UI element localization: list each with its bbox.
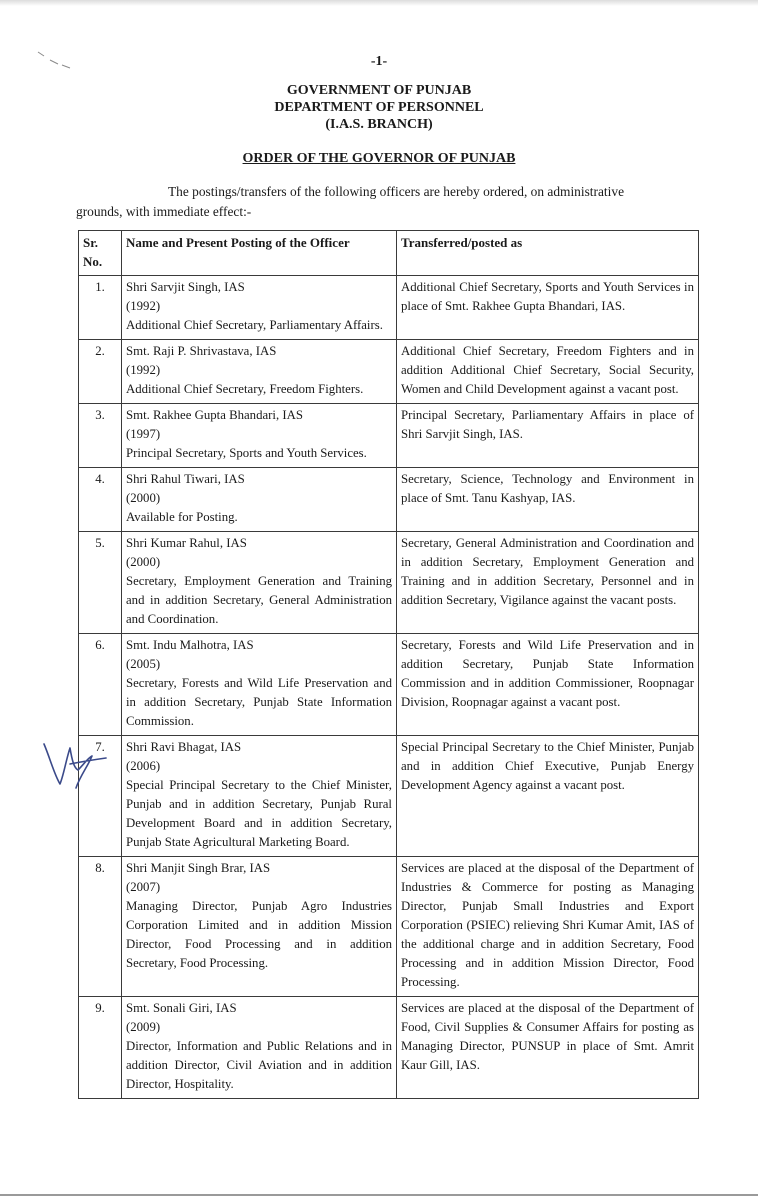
officer-batch: (2000) xyxy=(126,555,161,569)
posted-as-text: Services are placed at the disposal of the Department of Food, Civil Supplies & Consumer Affairs for posting as Managing Director, PUNSUP in place of Smt. Amrit Kaur Gill, IAS. xyxy=(401,1001,694,1072)
row-sr: 8. xyxy=(79,857,122,997)
row-posted-as xyxy=(397,340,699,404)
officer-name: Smt. Sonali Giri, IAS xyxy=(126,1001,237,1015)
officer-name: Shri Manjit Singh Brar, IAS xyxy=(126,861,271,875)
officer-batch: (2000) xyxy=(126,491,161,505)
row-sr: 6. xyxy=(79,634,122,736)
posted-as-text: Secretary, Science, Technology and Environment in place of Smt. Tanu Kashyap, IAS. xyxy=(401,472,694,505)
table-row xyxy=(79,532,699,634)
row-posted-as xyxy=(397,857,699,997)
row-posted-as xyxy=(397,997,699,1099)
row-sr: 3. xyxy=(79,404,122,468)
row-officer xyxy=(122,857,397,997)
table-row xyxy=(79,997,699,1099)
row-officer xyxy=(122,340,397,404)
postings-table xyxy=(78,230,699,1099)
officer-present-posting: Director, Information and Public Relations and in addition Director, Civil Aviation and in addition Director, Hospitality. xyxy=(126,1039,392,1091)
officer-name: Smt. Rakhee Gupta Bhandari, IAS xyxy=(126,408,303,422)
table-header-row xyxy=(79,231,699,276)
table-row xyxy=(79,634,699,736)
header-department: DEPARTMENT OF PERSONNEL xyxy=(274,100,484,115)
row-officer xyxy=(122,276,397,340)
officer-name: Shri Sarvjit Singh, IAS xyxy=(126,280,245,294)
row-sr: 4. xyxy=(79,468,122,532)
row-posted-as xyxy=(397,404,699,468)
officer-present-posting: Special Principal Secretary to the Chief Minister, Punjab and in addition Secretary, Punjab Rural Development Board and in addition Secretary, Punjab State Agricultural Marketing Board. xyxy=(126,778,392,849)
officer-present-posting: Secretary, Forests and Wild Life Preservation and in addition Secretary, Punjab State Information Commission. xyxy=(126,676,392,728)
officer-present-posting: Secretary, Employment Generation and Training and in addition Secretary, General Administration and Coordination. xyxy=(126,574,392,626)
row-officer xyxy=(122,468,397,532)
row-sr: 7. xyxy=(79,736,122,857)
intro-line-2: grounds, with immediate effect:- xyxy=(76,204,252,219)
header-branch: (I.A.S. BRANCH) xyxy=(325,117,433,132)
table-row xyxy=(79,468,699,532)
document-header xyxy=(0,82,758,133)
officer-present-posting: Available for Posting. xyxy=(126,510,238,524)
officer-present-posting: Additional Chief Secretary, Freedom Fighters. xyxy=(126,382,364,396)
row-posted-as xyxy=(397,468,699,532)
officer-name: Shri Rahul Tiwari, IAS xyxy=(126,472,245,486)
row-officer xyxy=(122,997,397,1099)
table-row xyxy=(79,857,699,997)
officer-name: Shri Ravi Bhagat, IAS xyxy=(126,740,242,754)
posted-as-text: Services are placed at the disposal of the Department of Industries & Commerce for posting as Managing Director, Punjab Small Industries and Export Corporation (PSIEC) relieving Shri Kumar Amit, IAS of the additional charge and in addition Secretary, Food Processing and in addition Mission Director, Food Processing. xyxy=(401,861,694,989)
header-government: GOVERNMENT OF PUNJAB xyxy=(286,83,472,98)
scan-bottom-edge xyxy=(0,1194,758,1196)
officer-name: Shri Kumar Rahul, IAS xyxy=(126,536,247,550)
officer-batch: (2007) xyxy=(126,880,161,894)
row-officer xyxy=(122,532,397,634)
posted-as-text: Secretary, General Administration and Coordination and in addition Secretary, Employment Generation and Training and in addition Secretary, Personnel and in addition Secretary, Vigilance against the vacant posts. xyxy=(401,536,694,607)
row-sr: 5. xyxy=(79,532,122,634)
posted-as-text: Special Principal Secretary to the Chief Minister, Punjab and in addition Chief Executive, Punjab Energy Development Agency against a vacant post. xyxy=(401,740,694,792)
page-number: -1- xyxy=(370,54,388,69)
header-sr-no: Sr. No. xyxy=(79,231,122,276)
row-sr: 1. xyxy=(79,276,122,340)
officer-batch: (2005) xyxy=(126,657,161,671)
row-sr: 2. xyxy=(79,340,122,404)
handwritten-initials-signature xyxy=(40,734,110,790)
table-row xyxy=(79,404,699,468)
table-row xyxy=(79,736,699,857)
row-posted-as xyxy=(397,634,699,736)
posted-as-text: Additional Chief Secretary, Freedom Fighters and in addition Additional Chief Secretary, Social Security, Women and Child Development against a vacant post. xyxy=(401,344,694,396)
posted-as-text: Additional Chief Secretary, Sports and Youth Services in place of Smt. Rakhee Gupta Bhandari, IAS. xyxy=(401,280,694,313)
posted-as-text: Principal Secretary, Parliamentary Affairs in place of Shri Sarvjit Singh, IAS. xyxy=(401,408,694,441)
officer-batch: (2009) xyxy=(126,1020,161,1034)
row-posted-as xyxy=(397,276,699,340)
officer-name: Smt. Indu Malhotra, IAS xyxy=(126,638,254,652)
table-row xyxy=(79,340,699,404)
header-transferred-posted: Transferred/posted as xyxy=(397,231,699,276)
row-sr: 9. xyxy=(79,997,122,1099)
officer-present-posting: Additional Chief Secretary, Parliamentary Affairs. xyxy=(126,318,383,332)
officer-batch: (1997) xyxy=(126,427,161,441)
header-name-present-posting: Name and Present Posting of the Officer xyxy=(122,231,397,276)
row-posted-as xyxy=(397,532,699,634)
posted-as-text: Secretary, Forests and Wild Life Preservation and in addition Secretary, Punjab State Information Commission and in addition Commissioner, Roopnagar Division, Roopnagar against a vacant post. xyxy=(401,638,694,709)
intro-paragraph xyxy=(76,182,694,222)
scan-top-shadow xyxy=(0,0,758,6)
table-row xyxy=(79,276,699,340)
row-officer xyxy=(122,736,397,857)
officer-batch: (2006) xyxy=(126,759,161,773)
row-officer xyxy=(122,404,397,468)
officer-present-posting: Principal Secretary, Sports and Youth Services. xyxy=(126,446,367,460)
officer-name: Smt. Raji P. Shrivastava, IAS xyxy=(126,344,277,358)
officer-present-posting: Managing Director, Punjab Agro Industries Corporation Limited and in addition Mission Director, Food Processing and in addition Secretary, Food Processing. xyxy=(126,899,392,970)
officer-batch: (1992) xyxy=(126,299,161,313)
order-title: ORDER OF THE GOVERNOR OF PUNJAB xyxy=(242,151,516,166)
row-officer xyxy=(122,634,397,736)
officer-batch: (1992) xyxy=(126,363,161,377)
intro-line-1: The postings/transfers of the following officers are hereby ordered, on administrative xyxy=(168,184,625,199)
row-posted-as xyxy=(397,736,699,857)
